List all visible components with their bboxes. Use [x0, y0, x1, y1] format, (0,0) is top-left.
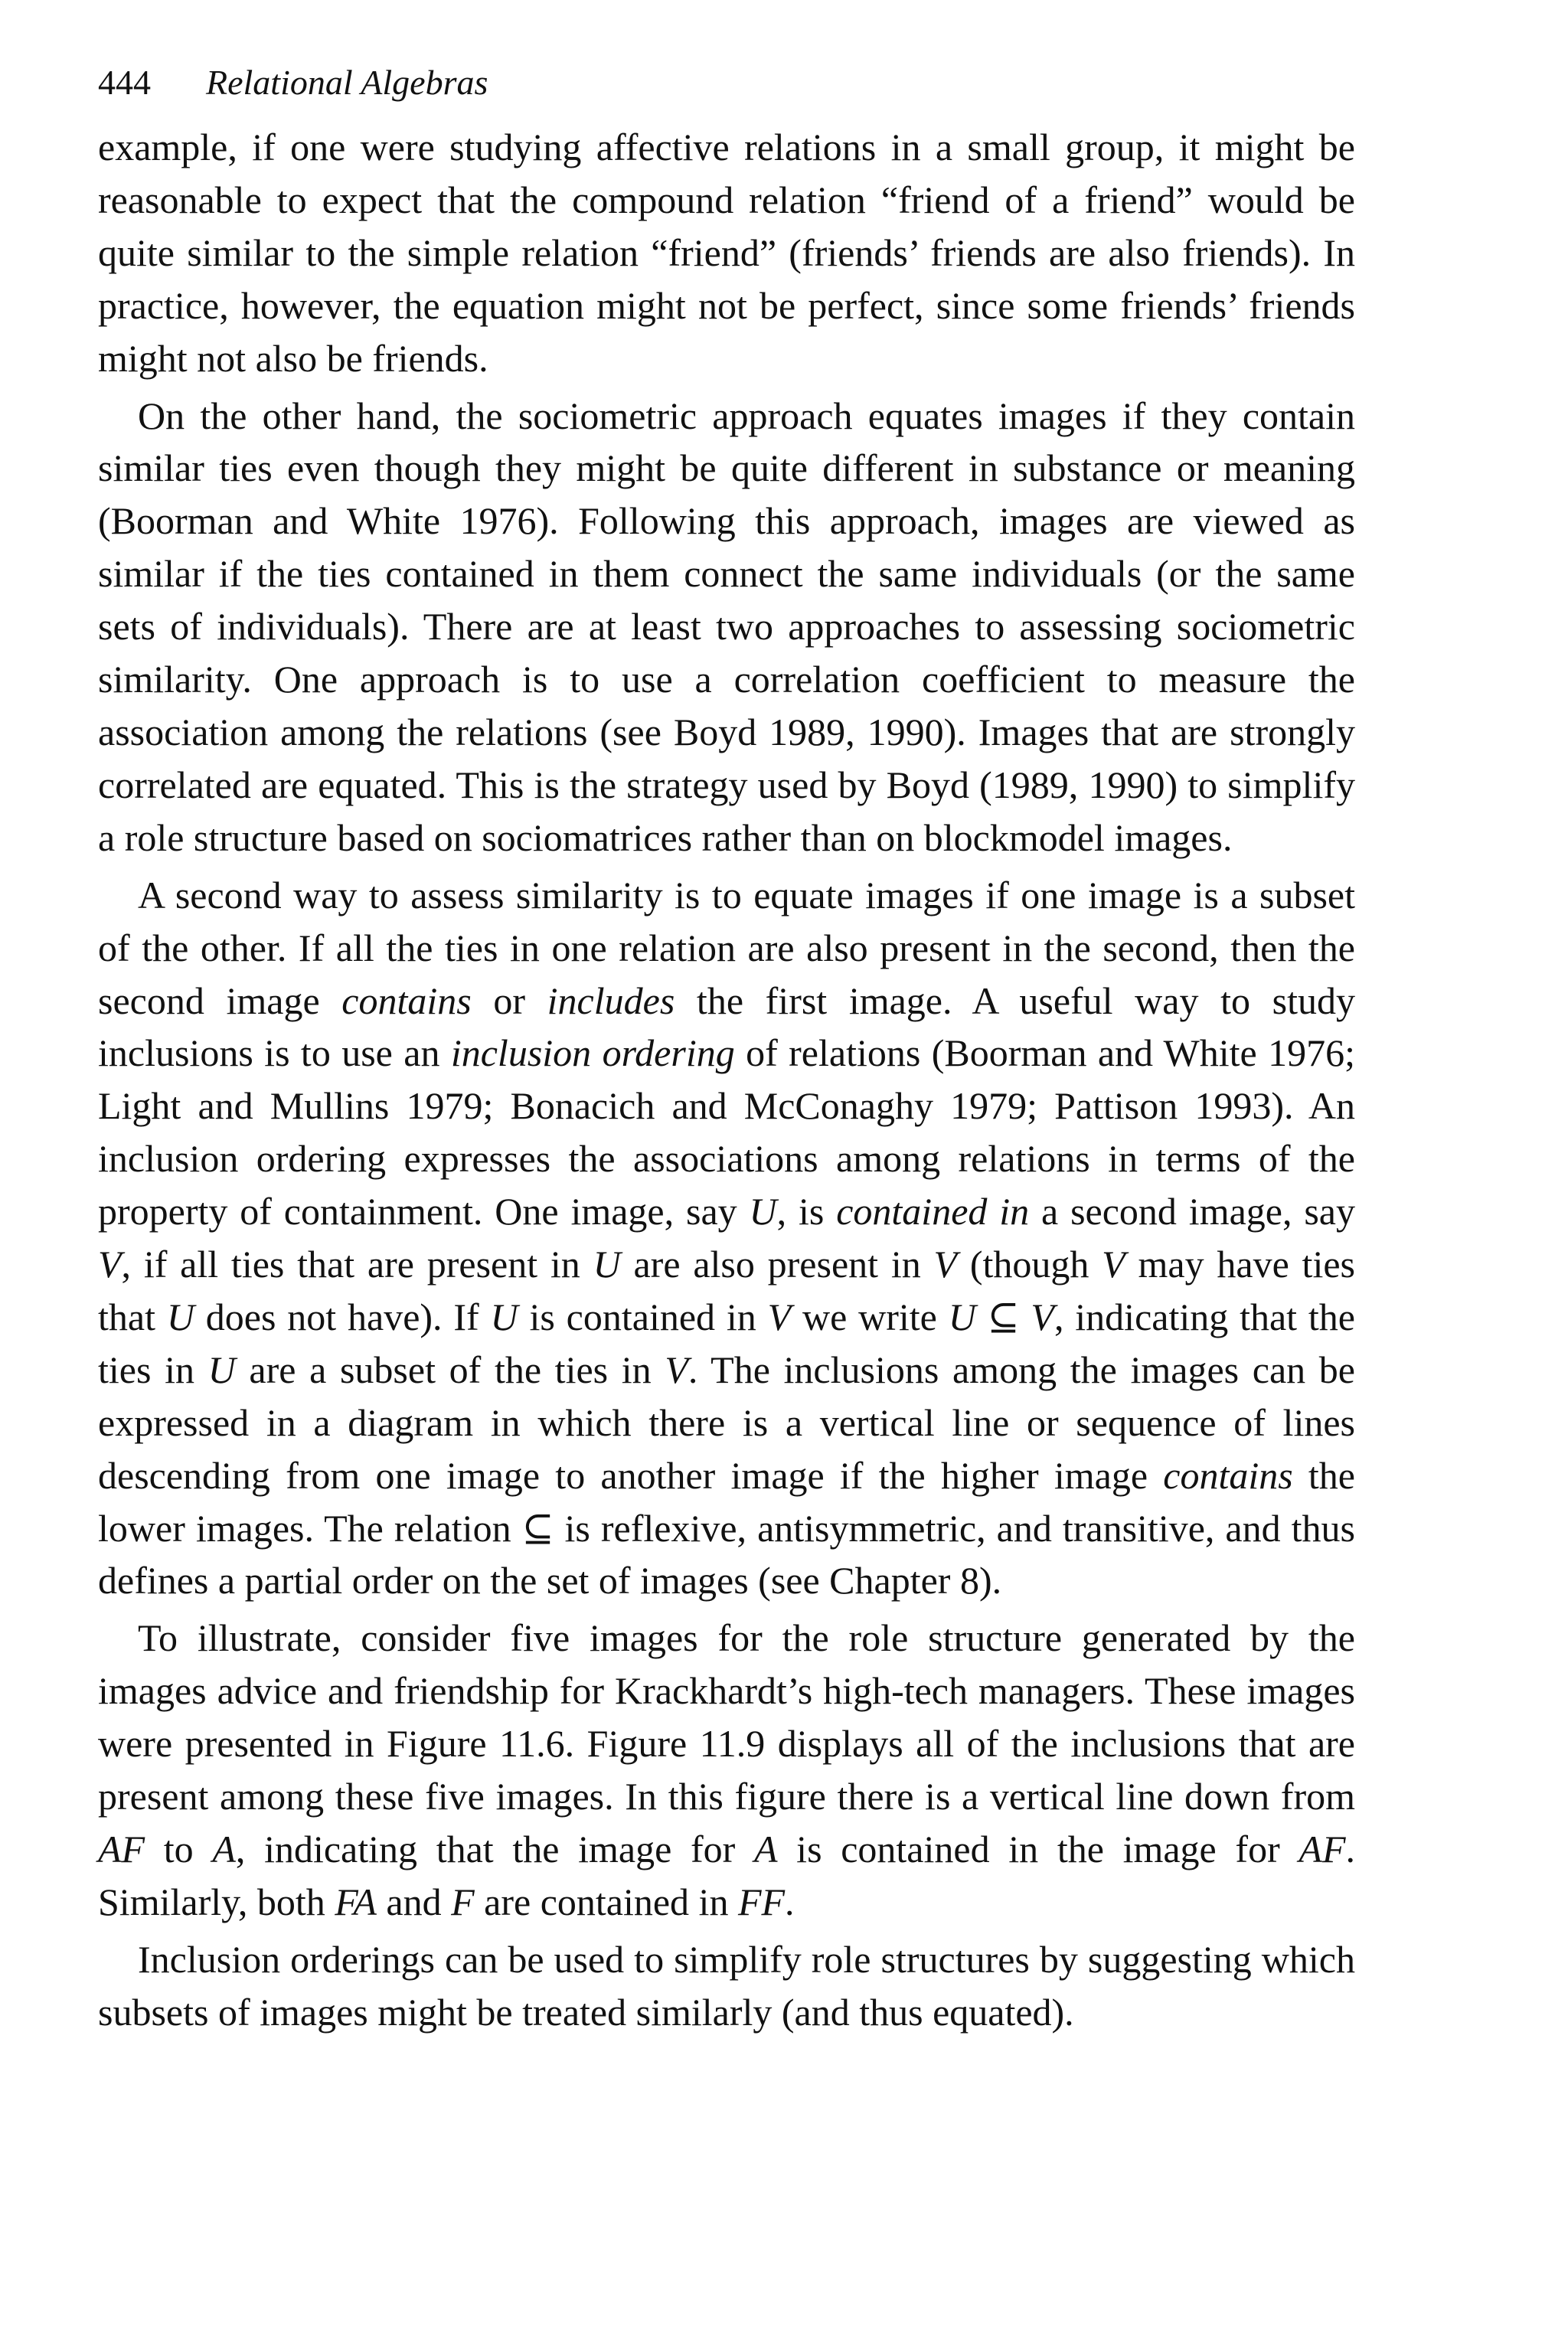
- text-run: , indicating that the image for: [235, 1828, 754, 1870]
- text-run: , if all ties that are present in: [121, 1243, 593, 1286]
- italic-text: FF: [737, 1880, 786, 1923]
- italic-text: U: [490, 1295, 518, 1338]
- book-page: [98, 61, 1355, 2039]
- text-run: Inclusion orderings can be used to simplify role structures by suggesting which subsets of images might be treated similarly (and thus equated).: [98, 1937, 1355, 2034]
- text-run: is contained in the image for: [777, 1828, 1299, 1870]
- italic-text: V: [933, 1243, 958, 1286]
- text-run: .: [785, 1880, 795, 1923]
- text-run: of relations (Boorman and White 1976; Light and Mullins 1979; Bonacich and McConaghy 1979; Pattison 1993). An inclusion ordering expresses the associations among relations in terms of the property of containment. One image, say: [98, 1031, 1355, 1233]
- text-run: a second image, say: [1029, 1190, 1355, 1233]
- italic-text: V: [98, 1243, 122, 1286]
- text-run: may have ties that: [98, 1243, 1355, 1338]
- italic-text: V: [767, 1295, 792, 1338]
- italic-text: V: [1102, 1243, 1125, 1286]
- text-run: . The inclusions among the images can be expressed in a diagram in which there is a vertical line or sequence of lines descending from one image to another image if the higher image: [98, 1348, 1355, 1497]
- italic-text: includes: [547, 979, 675, 1022]
- paragraph: [98, 121, 1355, 385]
- text-run: are also present in: [620, 1243, 934, 1286]
- text-run: the first image. A useful way to study inclusions is to use an: [98, 979, 1355, 1075]
- italic-text: inclusion ordering: [450, 1031, 735, 1075]
- italic-text: contains: [341, 979, 472, 1022]
- paragraph: [98, 869, 1355, 1608]
- text-run: does not have). If: [194, 1295, 491, 1338]
- italic-text: U: [207, 1348, 236, 1391]
- text-run: is contained in: [518, 1295, 768, 1338]
- text-run: are a subset of the ties in: [235, 1348, 665, 1391]
- text-run: On the other hand, the sociometric approach equates images if they contain similar ties even though they might be quite different in substance or meaning (Boorman and White 1976). Following this approach, images are viewed as similar if the ties contained in them connect the same individuals (or the same sets of individuals). There are at least two approaches to assessing sociometric similarity. One approach is to use a correlation coefficient to measure the association among the relations (see Boyd 1989, 1990). Images that are strongly correlated are equated. This is the strategy used by Boyd (1989, 1990) to simplify a role structure based on sociomatrices rather than on blockmodel images.: [98, 394, 1355, 859]
- text-run: , is: [776, 1190, 837, 1233]
- text-run: (though: [957, 1243, 1102, 1286]
- italic-text: A: [212, 1828, 236, 1870]
- page-number: 444: [98, 63, 151, 102]
- italic-text: V: [665, 1348, 688, 1391]
- italic-text: contained in: [836, 1190, 1030, 1233]
- italic-text: AF: [1298, 1828, 1346, 1870]
- body-text: [98, 121, 1355, 2039]
- italic-text: U: [593, 1243, 621, 1286]
- italic-text: U: [166, 1295, 194, 1338]
- chapter-title: Relational Algebras: [206, 63, 488, 102]
- italic-text: AF: [98, 1828, 145, 1870]
- paragraph: [98, 1933, 1355, 2039]
- text-run: are contained in: [474, 1880, 738, 1923]
- running-head: [98, 61, 1355, 104]
- text-run: or: [471, 979, 547, 1022]
- text-run: A second way to assess similarity is to equate images if one image is a subset of the other. If all the ties in one relation are also present in the second, then the second image: [98, 873, 1355, 1022]
- paragraph: [98, 1612, 1355, 1928]
- italic-text: F: [451, 1880, 475, 1923]
- paragraph: [98, 390, 1355, 864]
- italic-text: FA: [335, 1880, 377, 1923]
- italic-text: A: [753, 1828, 778, 1870]
- italic-text: U: [948, 1295, 976, 1338]
- text-run: , indicating that the ties in: [98, 1295, 1355, 1391]
- text-run: To illustrate, consider five images for the role structure generated by the images advice and friendship for Krackhardt’s high-tech managers. These images were presented in Figure 11.6. Figure 11.9 displays all of the inclusions that are present among these five images. In this figure there is a vertical line down from: [98, 1616, 1355, 1818]
- text-run: and: [376, 1880, 452, 1923]
- italic-text: V: [1031, 1295, 1054, 1338]
- text-run: example, if one were studying affective relations in a small group, it might be reasonable to expect that the compound relation “friend of a friend” would be quite similar to the simple relation “friend” (friends’ friends are also friends). In practice, however, the equation might not be perfect, since some friends’ friends might not also be friends.: [98, 126, 1355, 380]
- text-run: ⊆: [975, 1295, 1031, 1338]
- text-run: the lower images. The relation ⊆ is reflexive, antisymmetric, and transitive, and thus defines a partial order on the set of images (see Chapter 8).: [98, 1453, 1355, 1603]
- italic-text: contains: [1163, 1453, 1293, 1497]
- text-run: to: [145, 1828, 213, 1870]
- italic-text: U: [749, 1190, 777, 1233]
- text-run: we write: [791, 1295, 949, 1338]
- text-run: . Similarly, both: [98, 1828, 1355, 1923]
